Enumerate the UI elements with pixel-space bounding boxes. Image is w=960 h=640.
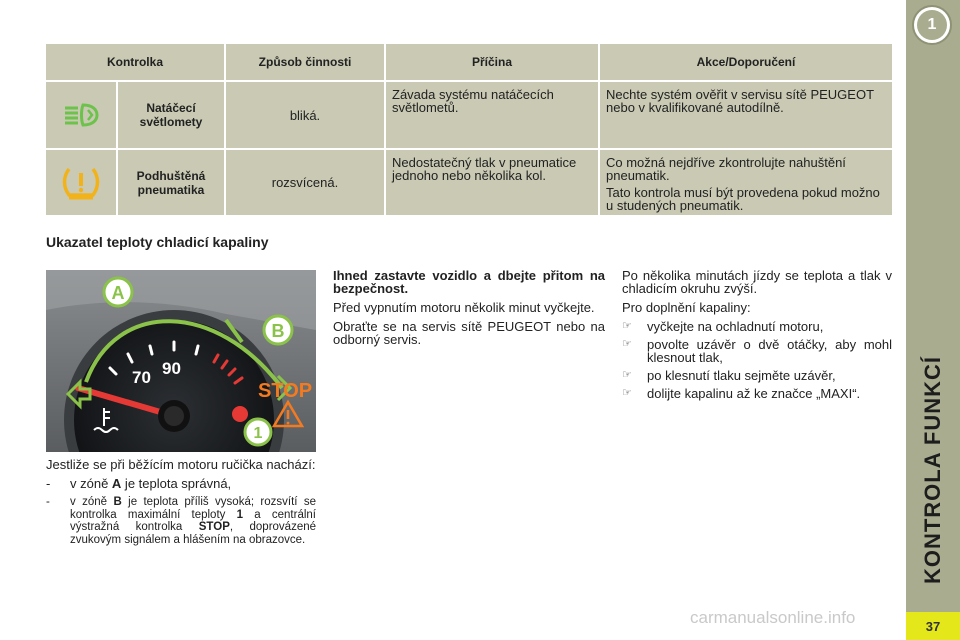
- row-mode: bliká.: [226, 82, 384, 148]
- stop-instructions: [333, 269, 605, 352]
- svg-text:A: A: [111, 283, 125, 303]
- header-action: Akce/Doporučení: [600, 44, 892, 80]
- chapter-title: KONTROLA FUNKCÍ: [920, 355, 945, 585]
- gauge-intro: Jestliže se při běžícím motoru ručička nachází:: [46, 457, 316, 472]
- row-action-text: Co možná nejdříve zkontrolujte nahuštění pneumatik.: [606, 155, 846, 183]
- header-mode: Způsob činnosti: [226, 44, 384, 80]
- chapter-number: 1: [917, 10, 947, 40]
- list-item: ☞ vyčkejte na ochladnutí motoru,: [622, 319, 824, 334]
- gauge-tick-90: 90: [162, 359, 181, 378]
- row-action-text: Nechte systém ověřit v servisu sítě PEUGEOT nebo v kvalifikované autodílně.: [606, 87, 874, 115]
- dash: -: [46, 476, 51, 491]
- header-kontrolka: Kontrolka: [46, 44, 224, 80]
- section-title: Ukazatel teploty chladicí kapaliny: [46, 234, 269, 250]
- svg-text:1: 1: [253, 425, 263, 442]
- zone-a-callout: [104, 278, 132, 306]
- pointing-hand-icon: ☞: [622, 338, 632, 350]
- list-item: ☞ po klesnutí tlaku sejměte uzávěr,: [622, 368, 836, 383]
- item-text: je teplota příliš vysoká; rozsvítí se kontrolka maximální teploty: [70, 496, 317, 521]
- table-row: [46, 150, 892, 215]
- zone-letter: A: [111, 476, 122, 491]
- page-number: 37: [906, 612, 960, 640]
- list-item: [46, 496, 316, 546]
- row-cause: Nedostatečný tlak v pneumatice jednoho nebo několika kol.: [386, 150, 598, 215]
- item-text: je teplota správná,: [121, 476, 232, 491]
- row-cause: Závada systému natáčecích světlometů.: [386, 82, 598, 148]
- row-action: [600, 150, 892, 215]
- chapter-badge: [912, 5, 952, 45]
- warning-light-callout: [245, 419, 271, 445]
- pointing-hand-icon: ☞: [622, 387, 632, 399]
- list-item: ☞ dolijte kapalinu až ke značce „MAXI“.: [622, 386, 861, 401]
- paragraph: Obraťte se na servis sítě PEUGEOT nebo na odborný servis.: [333, 319, 605, 347]
- watermark: carmanualsonline.info: [690, 608, 856, 627]
- coolant-gauge-illustration: [46, 270, 316, 452]
- item-text: v zóně: [70, 496, 114, 508]
- warning-lights-table: [46, 44, 892, 215]
- table-header-row: [46, 44, 892, 80]
- stop-word: STOP: [198, 521, 230, 533]
- item-text: , doprovázené zvukovým signálem a hlášením na obrazovce.: [70, 521, 317, 546]
- row-name: Podhuštěná pneumatika: [118, 150, 224, 215]
- list-item: [46, 477, 316, 490]
- row-action-text: Tato kontrola musí být provedena pokud možno u studených pneumatik.: [606, 185, 880, 213]
- gauge-explanation: [46, 458, 316, 546]
- cornering-light-icon: [46, 82, 116, 148]
- pointing-hand-icon: ☞: [622, 369, 632, 381]
- row-name: Natáčecí světlomety: [118, 82, 224, 148]
- table-row: [46, 82, 892, 148]
- pointing-hand-icon: ☞: [622, 320, 632, 332]
- header-cause: Příčina: [386, 44, 598, 80]
- paragraph: Po několika minutách jízdy se teplota a tlak v chladicím okruhu zvýší.: [622, 268, 892, 296]
- svg-text:B: B: [271, 321, 285, 341]
- paragraph: Pro doplnění kapaliny:: [622, 300, 751, 315]
- paragraph: Před vypnutím motoru několik minut vyčkejte.: [333, 300, 595, 315]
- row-action: [600, 82, 892, 148]
- zone-b-callout: [264, 316, 292, 344]
- refill-instructions: [622, 269, 892, 405]
- tyre-pressure-warning-icon: [46, 150, 116, 215]
- dash: -: [46, 496, 50, 508]
- stop-label: STOP: [258, 380, 313, 402]
- list-item: ☞ povolte uzávěr o dvě otáčky, aby mohl klesnout tlak,: [622, 337, 892, 365]
- row-mode: rozsvícená.: [226, 150, 384, 215]
- item-text: v zóně: [70, 476, 112, 491]
- warning-bold: Ihned zastavte vozidlo a dbejte přitom na bezpečnost.: [333, 268, 605, 296]
- gauge-tick-70: 70: [132, 368, 151, 387]
- item-text: a centrální výstražná kontrolka: [70, 508, 316, 533]
- zone-letter: B: [113, 496, 122, 508]
- callout-number: 1: [236, 508, 244, 521]
